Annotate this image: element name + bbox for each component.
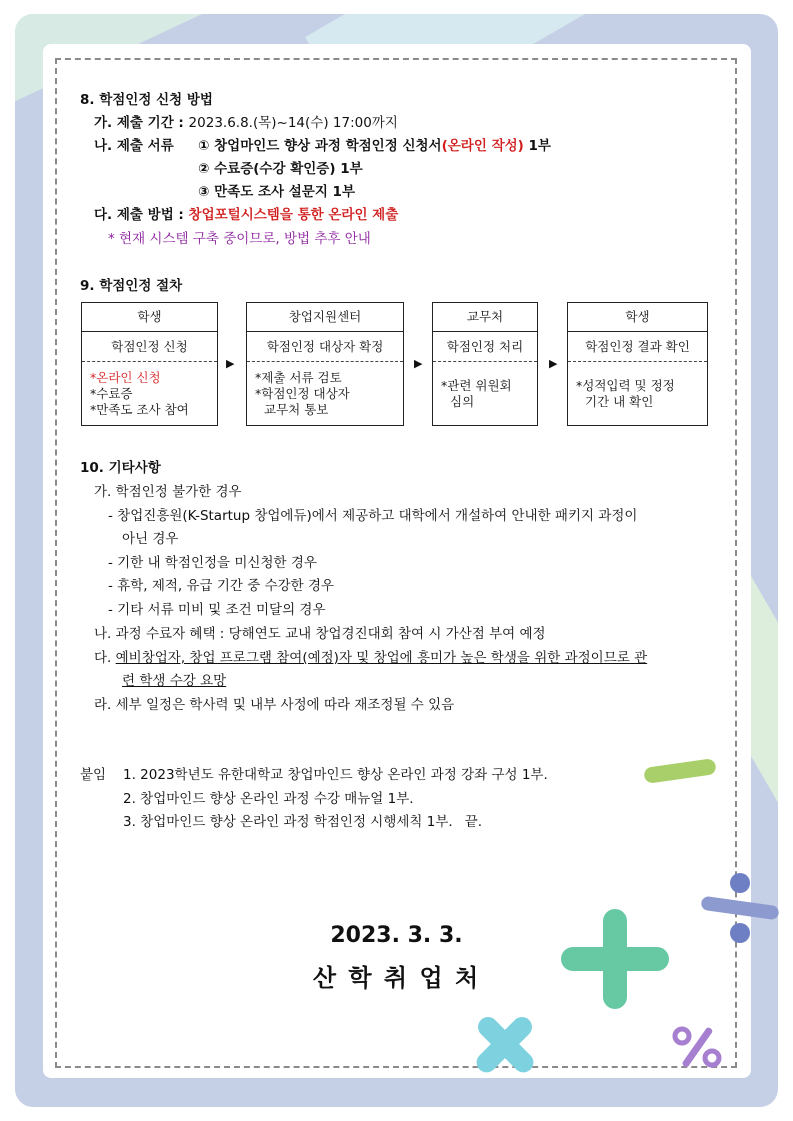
attachment-text: 3. 창업마인드 향상 온라인 과정 학점인정 시행세칙 1부. xyxy=(123,814,453,830)
process-step-academic-affairs xyxy=(432,302,538,426)
step-item: *제출 서류 검토 xyxy=(255,370,342,385)
step-task: 학점인정 처리 xyxy=(433,332,537,362)
attachment-label: 붙임 xyxy=(80,767,107,783)
multiply-decoration-icon xyxy=(465,1010,545,1075)
schedule-note: 라. 세부 일정은 학사력 및 내부 사정에 따라 재조정될 수 있음 xyxy=(94,697,455,713)
step-item: 심의 xyxy=(450,394,475,409)
section-10-title: 10. 기타사항 xyxy=(80,460,161,476)
doc1-count: 1부 xyxy=(523,138,551,154)
process-arrow: ▶ xyxy=(226,357,235,370)
target-note xyxy=(94,649,647,667)
process-arrow: ▶ xyxy=(549,357,558,370)
step-items xyxy=(82,362,217,418)
document-2: ② 수료증(수강 확인증) 1부 xyxy=(198,161,363,177)
step-item: *수료증 xyxy=(90,386,133,401)
attachment-item: 2. 창업마인드 향상 온라인 과정 수강 매뉴얼 1부. xyxy=(123,791,414,807)
divide-decoration-icon xyxy=(695,865,785,950)
method-value: 창업포털시스템을 통한 온라인 제출 xyxy=(188,207,399,223)
process-step-student-result xyxy=(567,302,708,426)
step-items xyxy=(247,362,403,418)
exclusion-item: - 휴학, 제적, 유급 기간 중 수강한 경우 xyxy=(108,578,335,594)
submission-method xyxy=(94,206,398,224)
step-task: 학점인정 신청 xyxy=(82,332,217,362)
document-date: 2023. 3. 3. xyxy=(330,923,463,948)
plus-decoration-icon xyxy=(555,905,675,1015)
step-actor: 학생 xyxy=(82,303,217,332)
step-task: 학점인정 대상자 확정 xyxy=(247,332,403,362)
submission-period xyxy=(94,114,398,132)
exclusion-item: - 창업진흥원(K-Startup 창업에듀)에서 제공하고 대학에서 개설하여 안내한 패키지 과정이 xyxy=(108,508,638,524)
step-items xyxy=(433,362,537,410)
target-text-cont: 련 학생 수강 요망 xyxy=(122,673,227,689)
step-item: *온라인 신청 xyxy=(90,370,161,385)
section-8-title: 8. 학점인정 신청 방법 xyxy=(80,92,213,108)
process-step-center-confirm xyxy=(246,302,404,426)
step-item: 기간 내 확인 xyxy=(585,394,654,409)
process-arrow: ▶ xyxy=(414,357,423,370)
step-item: *학점인정 대상자 xyxy=(255,386,350,401)
step-items xyxy=(568,362,707,410)
period-value: 2023.6.8.(목)~14(수) 17:00까지 xyxy=(188,115,398,131)
step-actor: 창업지원센터 xyxy=(247,303,403,332)
step-item: *관련 위원회 xyxy=(441,378,512,393)
process-step-student-apply xyxy=(81,302,218,426)
period-label: 가. 제출 기간 : xyxy=(94,115,189,131)
doc1-online-note: (온라인 작성) xyxy=(441,138,524,154)
step-item: *성적입력 및 정정 xyxy=(576,378,675,393)
doc1-text: ① 창업마인드 향상 과정 학점인정 신청서 xyxy=(198,138,442,154)
step-actor: 교무처 xyxy=(433,303,537,332)
documents-label: 나. 제출 서류 xyxy=(94,138,174,154)
end-mark: 끝. xyxy=(464,814,483,830)
document-1 xyxy=(198,137,551,155)
document-3: ③ 만족도 조사 설문지 1부 xyxy=(198,184,355,200)
step-task: 학점인정 결과 확인 xyxy=(568,332,707,362)
completion-benefit: 나. 과정 수료자 혜택 : 당해연도 교내 창업경진대회 참여 시 가산점 부여 예정 xyxy=(94,626,546,642)
step-item: *만족도 조사 참여 xyxy=(90,402,189,417)
minus-decoration-icon xyxy=(640,755,720,785)
system-note: * 현재 시스템 구축 중이므로, 방법 추후 안내 xyxy=(108,231,371,247)
step-actor: 학생 xyxy=(568,303,707,332)
issuing-department: 산 학 취 업 처 xyxy=(312,964,481,992)
step-item: 교무처 통보 xyxy=(264,402,329,417)
exclusion-heading: 가. 학점인정 불가한 경우 xyxy=(94,484,242,500)
exclusion-item-cont: 아닌 경우 xyxy=(122,531,179,547)
target-text: 예비창업자, 창업 프로그램 참여(예정)자 및 창업에 흥미가 높은 학생을 위한 과정이므로 관 xyxy=(115,650,648,666)
percent-decoration-icon xyxy=(668,1022,728,1072)
method-label: 다. 제출 방법 : xyxy=(94,207,189,223)
exclusion-item: - 기타 서류 미비 및 조건 미달의 경우 xyxy=(108,602,326,618)
exclusion-item: - 기한 내 학점인정을 미신청한 경우 xyxy=(108,555,317,571)
attachment-item xyxy=(123,813,482,831)
section-9-title: 9. 학점인정 절차 xyxy=(80,278,183,294)
attachment-item: 1. 2023학년도 유한대학교 창업마인드 향상 온라인 과정 강좌 구성 1부. xyxy=(123,767,548,783)
target-prefix: 다. xyxy=(94,650,116,666)
